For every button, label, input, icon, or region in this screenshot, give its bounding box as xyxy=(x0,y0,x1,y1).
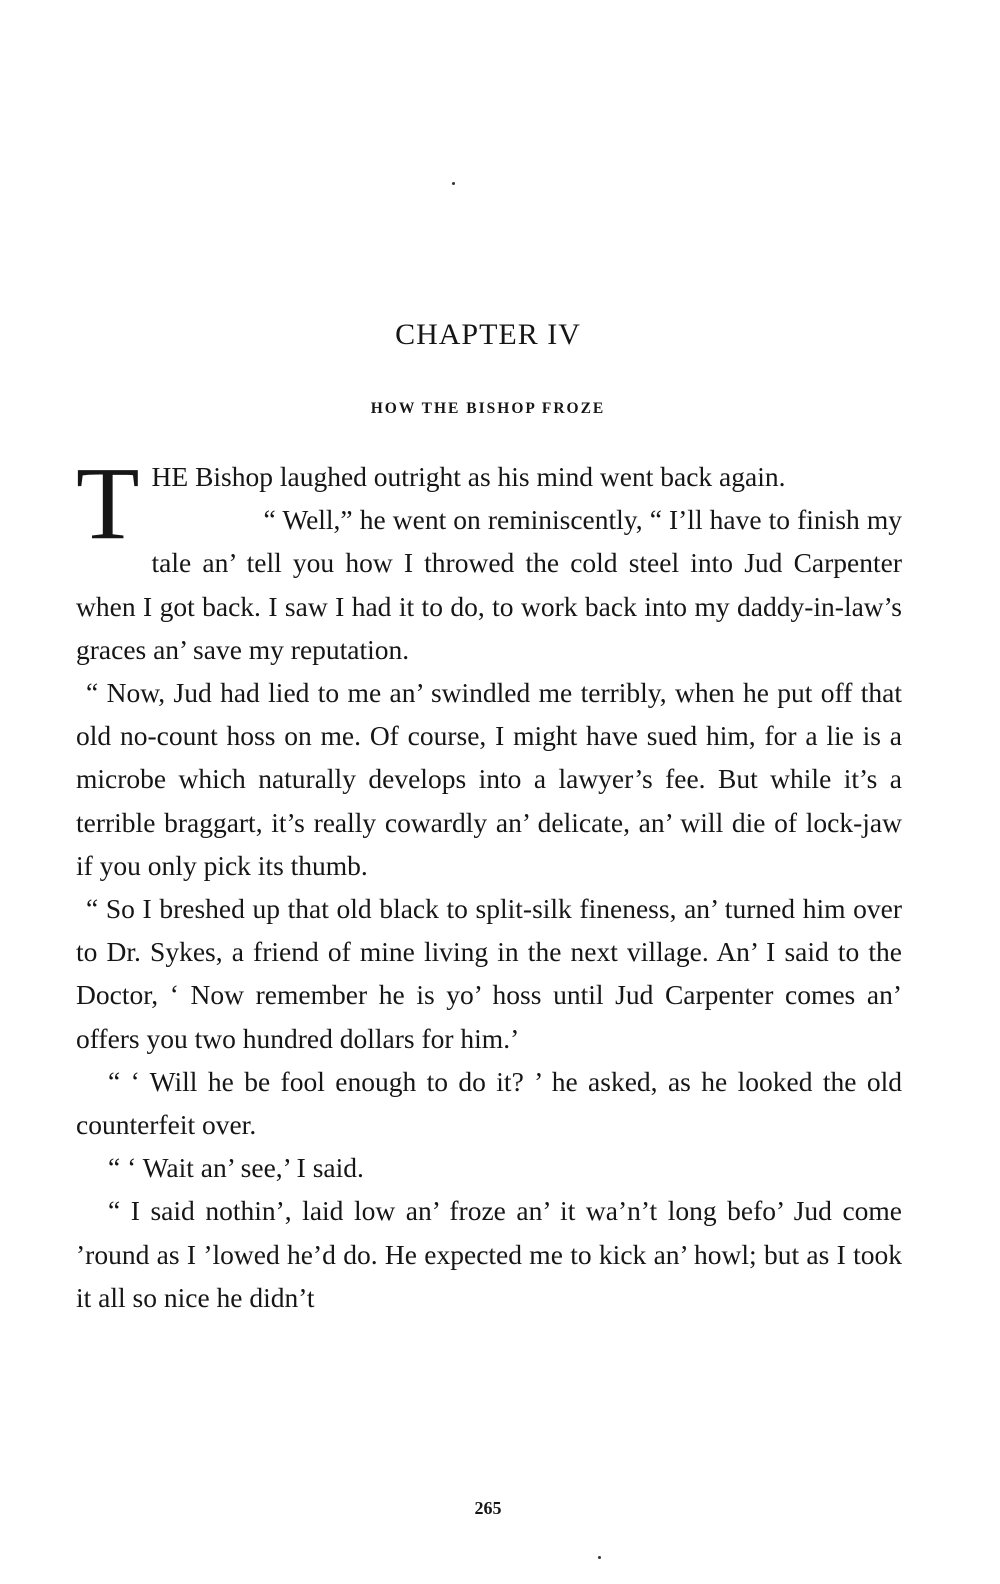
paragraph-4-text: “ So I breshed up that old black to split-silk fineness, an’ turned him over to Dr. Sykes, a friend of mine living in the next village. An’ I said to the Doctor, ‘ Now remember he is yo’ hoss until Jud Carpenter comes an’ offers you two hundred dollars for him.’ xyxy=(76,893,902,1054)
ink-speck xyxy=(598,1556,601,1559)
paragraph-7 xyxy=(76,1189,902,1319)
paragraph-2-text: “ Well,” he went on reminiscently, “ I’ll have to finish my tale an’ tell you how I throwed the cold steel into Jud Carpenter when I got back. I saw I had it to do, to work back into my daddy-in-law’s graces an’ save my reputation. xyxy=(76,504,902,665)
paragraph-2 xyxy=(76,498,902,671)
paragraph-1-text: HE Bishop laughed outright as his mind went back again. xyxy=(151,461,786,492)
paragraph-5 xyxy=(76,1060,902,1146)
paragraph-3 xyxy=(76,671,902,887)
paragraph-1 xyxy=(76,446,902,561)
chapter-title: CHAPTER IV xyxy=(395,318,581,351)
paragraph-6-text: “ ‘ Wait an’ see,’ I said. xyxy=(108,1152,364,1184)
page-number: 265 xyxy=(474,1498,502,1518)
body-text xyxy=(76,446,902,1319)
paragraph-7-text: “ I said nothin’, laid low an’ froze an’ it wa’n’t long befo’ Jud come ’round as I ’lowed he’d do. He expected me to kick an’ howl; but as I took it all so nice he didn’t xyxy=(76,1195,902,1313)
paragraph-6 xyxy=(76,1146,902,1189)
paragraph-5-text: “ ‘ Will he be fool enough to do it? ’ he asked, as he looked the old counterfeit over. xyxy=(76,1065,902,1141)
drop-cap: T xyxy=(76,446,140,561)
chapter-subtitle: HOW THE BISHOP FROZE xyxy=(370,400,606,417)
paragraph-4 xyxy=(76,887,902,1060)
paragraph-3-text: “ Now, Jud had lied to me an’ swindled me terribly, when he put off that old no-count hoss on me. Of course, I might have sued him, for a lie is a microbe which naturally develops into a lawyer’s fee. But while it’s a terrible braggart, it’s really cowardly an’ delicate, an’ will die of lock-jaw if you only pick its thumb. xyxy=(76,677,902,881)
ink-speck xyxy=(452,182,455,185)
